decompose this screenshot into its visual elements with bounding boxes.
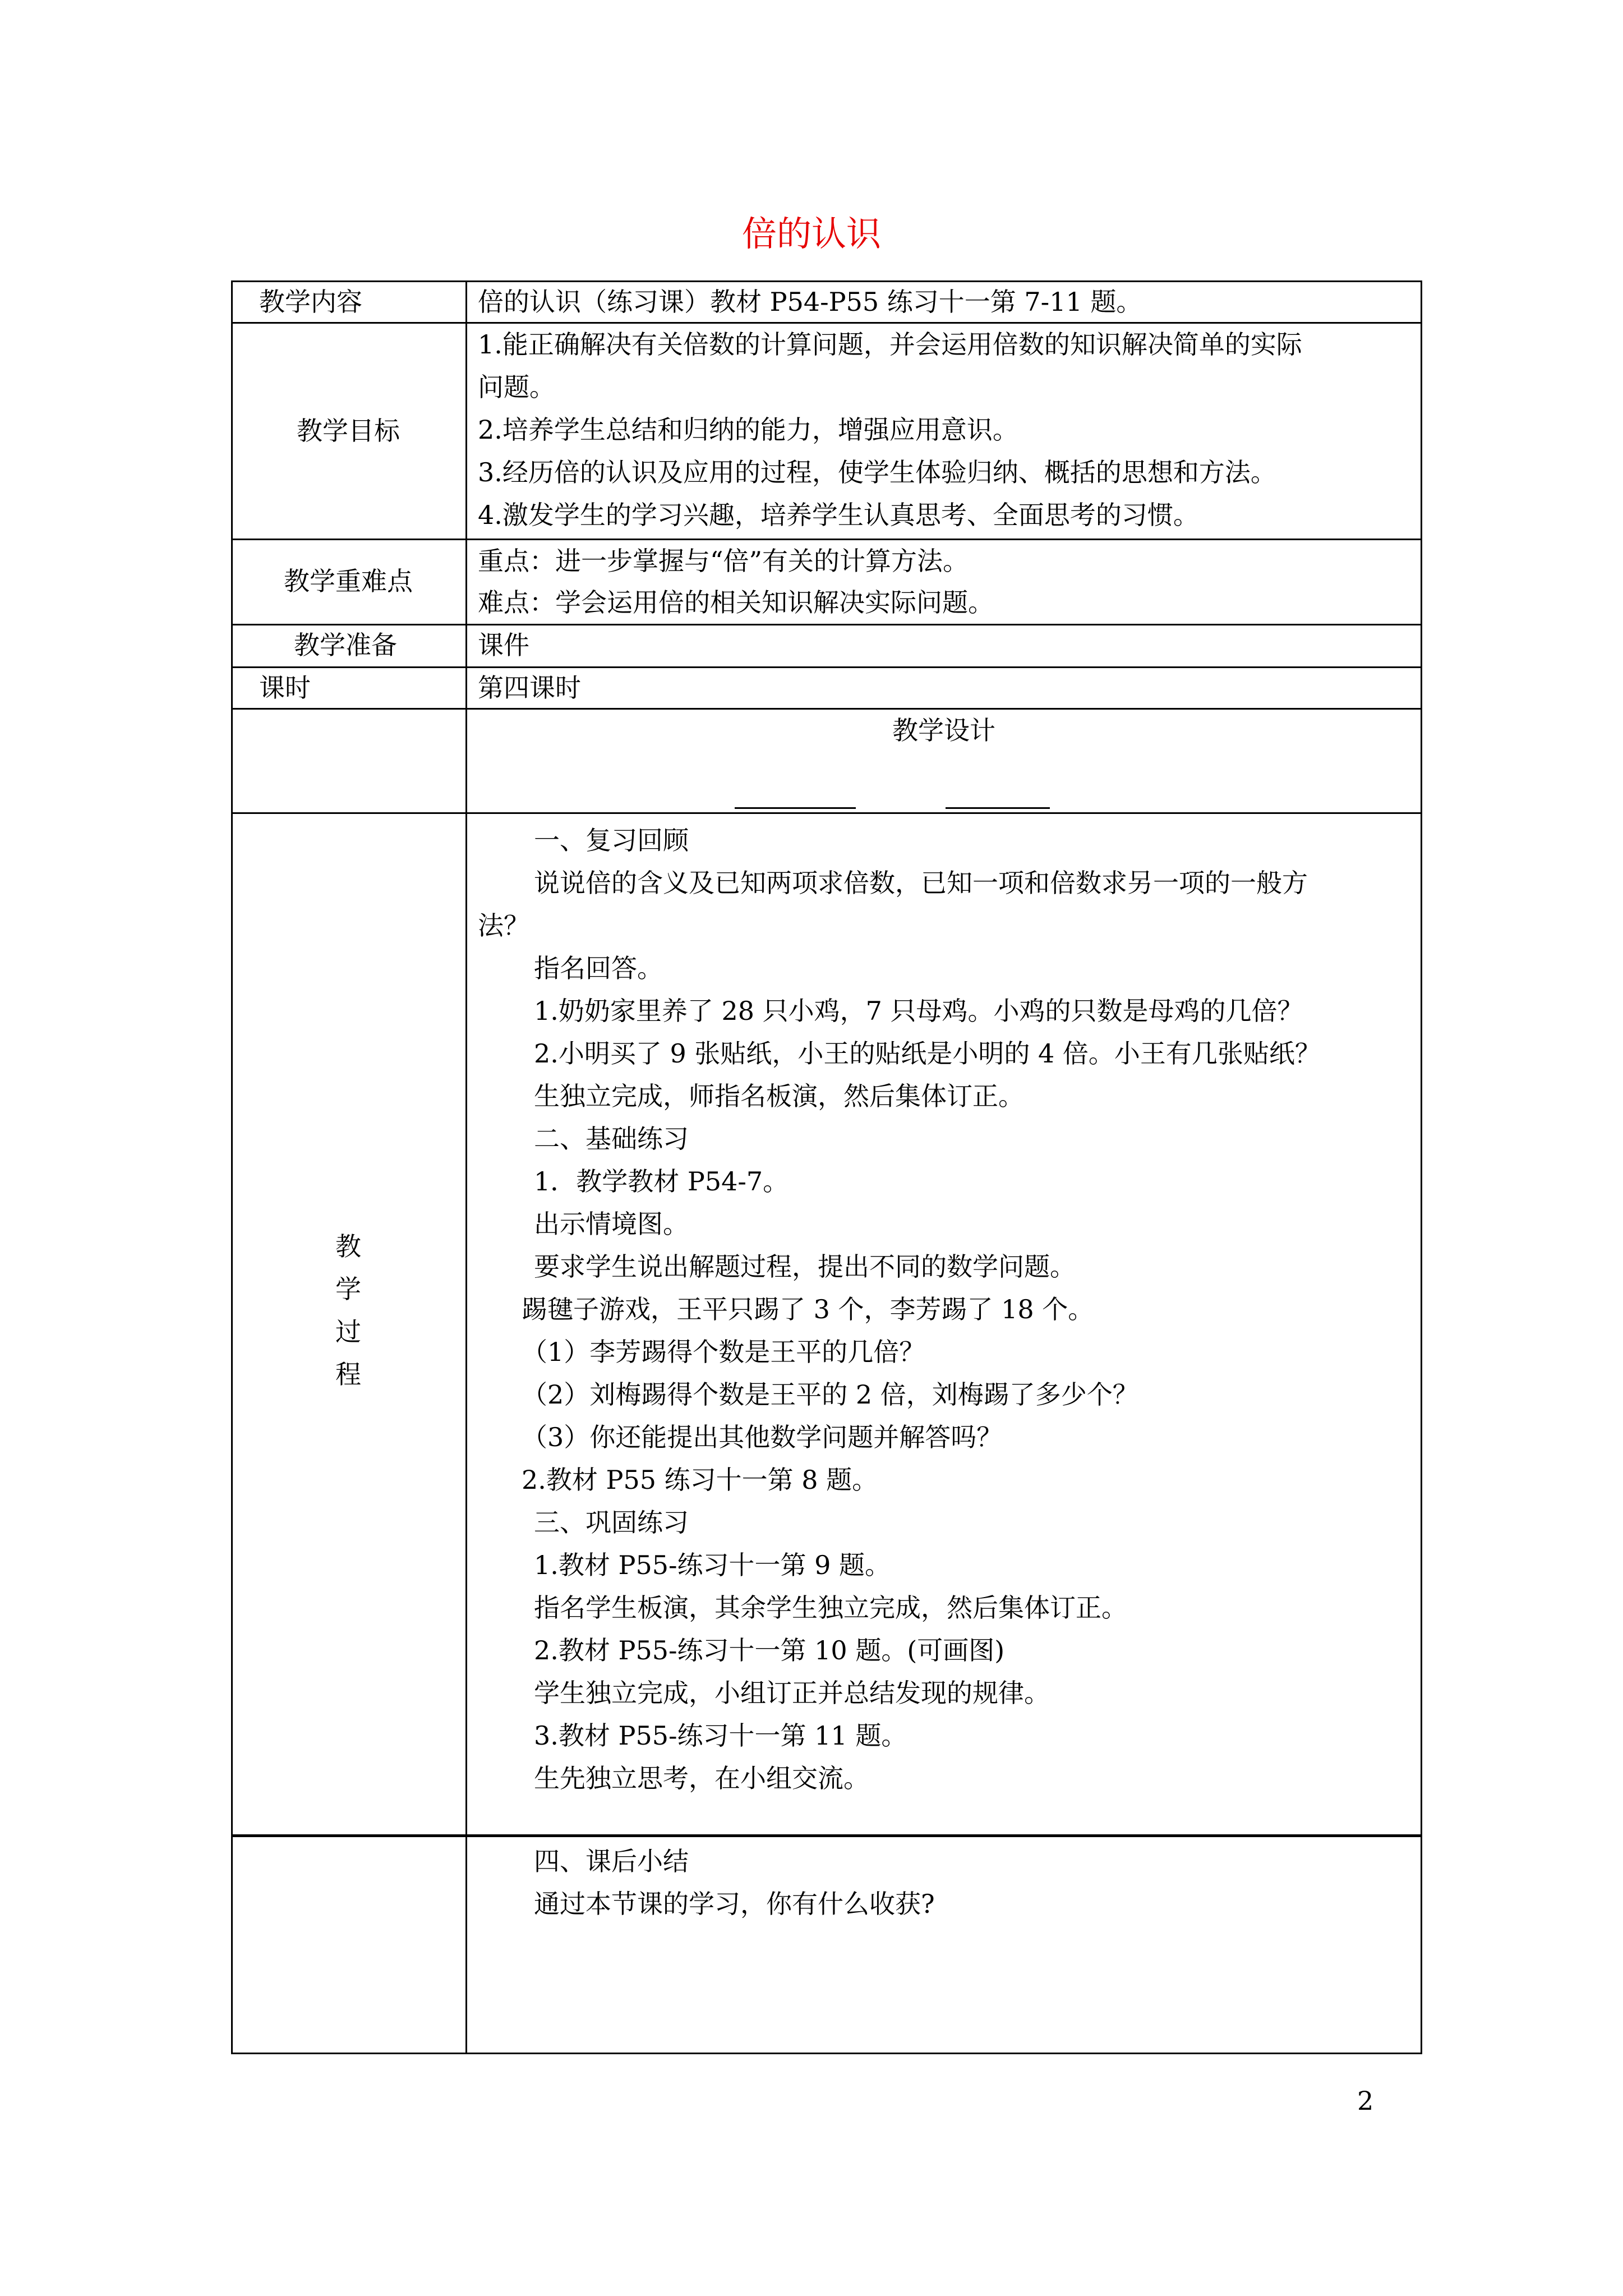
- process-line: 要求学生说出解题过程，提出不同的数学问题。: [534, 1251, 1076, 1282]
- lesson-plan-table: [231, 280, 1422, 2054]
- process-line: 1.教材 P55-练习十一第 9 题。: [534, 1550, 891, 1580]
- decorative-rule: [946, 807, 1050, 809]
- process-line: 出示情境图。: [534, 1209, 689, 1239]
- column-divider: [465, 280, 467, 2054]
- process-line: 一、复习回顾: [534, 825, 689, 855]
- process-line: 2.小明买了 9 张贴纸，小王的贴纸是小明的 4 倍。小王有几张贴纸？: [534, 1038, 1321, 1069]
- page-title: 倍的认识: [741, 213, 881, 254]
- process-label-char: 教: [335, 1231, 361, 1262]
- row-divider: [231, 666, 1422, 668]
- table-border-left: [231, 280, 233, 2054]
- row-label-process: [231, 1225, 465, 1396]
- objective-line: 1.能正确解决有关倍数的计算问题，并会运用倍数的知识解决简单的实际: [478, 329, 1302, 360]
- row-value-content: 倍的认识（练习课）教材 P54-P55 练习十一第 7-11 题。: [478, 287, 1142, 317]
- decorative-rule: [735, 807, 856, 809]
- process-line: 生独立完成，师指名板演，然后集体订正。: [534, 1081, 1024, 1111]
- table-border-bottom: [231, 2053, 1422, 2054]
- process-line: 法？: [478, 910, 529, 941]
- row-label-content: 教学内容: [259, 287, 362, 317]
- process-line: （2）刘梅踢得个数是王平的 2 倍，刘梅踢了多少个？: [522, 1379, 1138, 1410]
- objective-line: 4.激发学生的学习兴趣，培养学生认真思考、全面思考的习惯。: [478, 500, 1199, 530]
- key-point-line: 重点：进一步掌握与“倍”有关的计算方法。: [478, 546, 969, 576]
- row-divider: [231, 812, 1422, 814]
- process-label-char: 学: [335, 1274, 361, 1304]
- row-divider: [231, 1834, 1422, 1837]
- process-line: 说说倍的含义及已知两项求倍数，已知一项和倍数求另一项的一般方: [534, 868, 1308, 898]
- process-line: 指名回答。: [534, 953, 663, 983]
- design-header: 教学设计: [892, 715, 995, 746]
- row-label-preparation: 教学准备: [294, 630, 397, 660]
- process-line: 1.奶奶家里养了 28 只小鸡，7 只母鸡。小鸡的只数是母鸡的几倍？: [534, 996, 1303, 1026]
- row-label-key-points: 教学重难点: [284, 566, 413, 596]
- process-line: （1）李芳踢得个数是王平的几倍？: [522, 1337, 925, 1367]
- process-line: 生先独立思考，在小组交流。: [534, 1763, 869, 1793]
- row-label-objectives: 教学目标: [297, 416, 400, 446]
- objective-line: 问题。: [478, 372, 555, 402]
- process-line: 学生独立完成，小组订正并总结发现的规律。: [534, 1678, 1050, 1708]
- process-line: 指名学生板演，其余学生独立完成，然后集体订正。: [534, 1593, 1127, 1623]
- process-line: （3）你还能提出其他数学问题并解答吗？: [522, 1422, 1003, 1452]
- process-label-char: 过: [335, 1317, 361, 1347]
- row-value-period: 第四课时: [478, 673, 581, 703]
- key-point-line: 难点：学会运用倍的相关知识解决实际问题。: [478, 587, 994, 618]
- table-border-right: [1421, 280, 1422, 2054]
- row-value-preparation: 课件: [478, 630, 529, 660]
- page-number: 2: [1357, 2086, 1374, 2116]
- objective-line: 3.经历倍的认识及应用的过程，使学生体验归纳、概括的思想和方法。: [478, 457, 1276, 487]
- objective-line: 2.培养学生总结和归纳的能力，增强应用意识。: [478, 415, 1018, 445]
- process-line: 3.教材 P55-练习十一第 11 题。: [534, 1720, 907, 1751]
- process-line: 2.教材 P55-练习十一第 10 题。(可画图): [534, 1635, 1005, 1665]
- process-line: 2.教材 P55 练习十一第 8 题。: [522, 1465, 878, 1495]
- summary-line: 四、课后小结: [534, 1846, 689, 1876]
- process-line: 1．教学教材 P54-7。: [534, 1166, 789, 1197]
- process-label-char: 程: [335, 1359, 361, 1389]
- summary-line: 通过本节课的学习，你有什么收获?: [534, 1889, 935, 1919]
- process-line: 踢毽子游戏，王平只踢了 3 个，李芳踢了 18 个。: [522, 1294, 1094, 1324]
- process-line: 三、巩固练习: [534, 1507, 689, 1538]
- row-label-period: 课时: [259, 673, 311, 703]
- process-line: 二、基础练习: [534, 1124, 689, 1154]
- row-divider: [231, 624, 1422, 625]
